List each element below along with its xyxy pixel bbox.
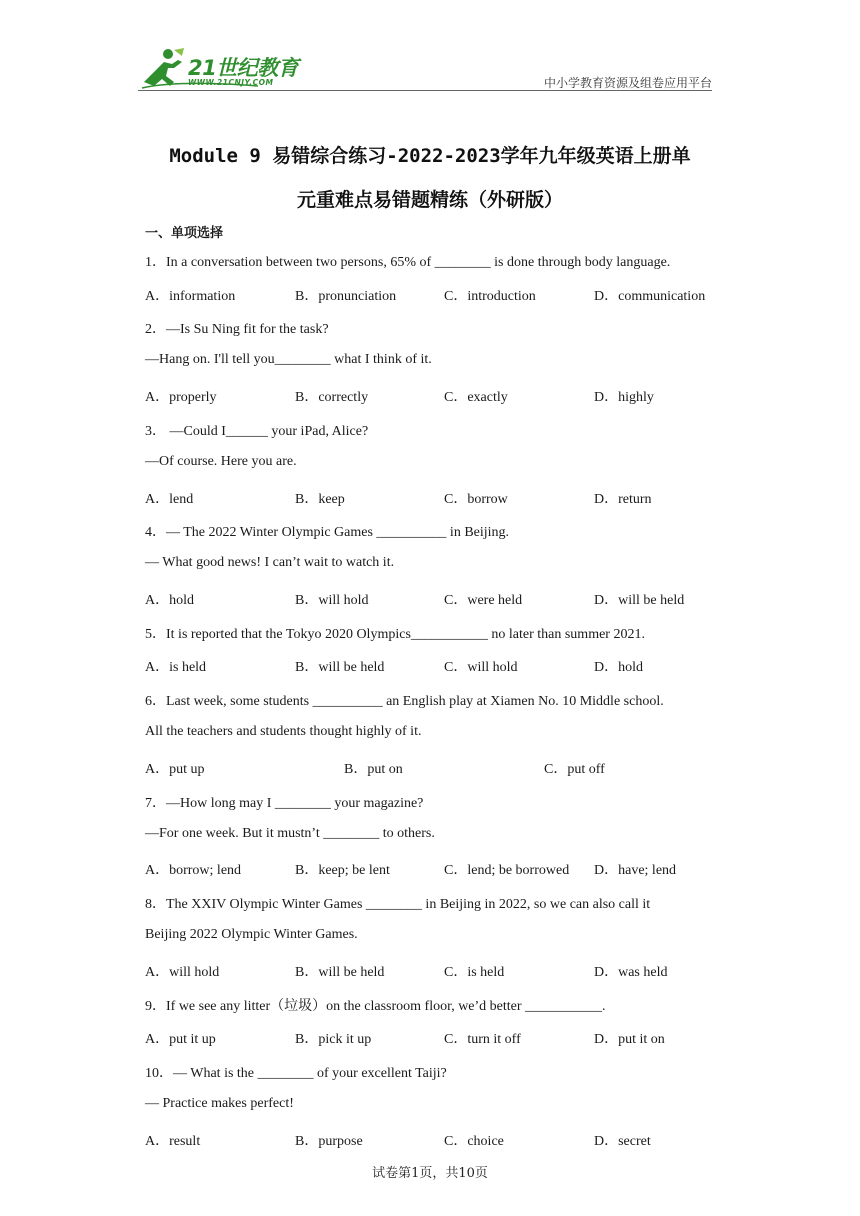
question-line: 6．Last week, some students __________ an English play at Xiamen No. 10 Middle school. [145,694,664,709]
option-a[interactable]: A．put up [145,762,205,777]
option-d[interactable]: D．hold [594,660,643,675]
option-a[interactable]: A．hold [145,593,194,608]
option-b[interactable]: B．correctly [295,390,369,405]
question-line: Beijing 2022 Olympic Winter Games. [145,927,358,942]
option-c[interactable]: C．will hold [444,660,518,675]
option-a[interactable]: A．put it up [145,1032,216,1047]
option-d[interactable]: D．was held [594,965,668,980]
logo-text: 21世纪教育 [188,56,299,80]
question-line: 4．— The 2022 Winter Olympic Games __________ in Beijing. [145,525,510,540]
option-c[interactable]: C．introduction [444,289,536,304]
option-c[interactable]: C．were held [444,593,523,608]
platform-label: 中小学教育资源及组卷应用平台 [543,76,712,90]
option-d[interactable]: D．highly [594,390,654,405]
option-b[interactable]: B．pronunciation [295,289,397,304]
option-b[interactable]: B．will be held [295,660,385,675]
option-c[interactable]: C．choice [444,1134,504,1149]
option-a[interactable]: A．will hold [145,965,220,980]
option-a[interactable]: A．properly [145,390,217,405]
option-b[interactable]: B．put on [344,762,403,777]
question-line: —Of course. Here you are. [145,454,297,469]
option-c[interactable]: C．put off [544,762,605,777]
question-line: 10．— What is the ________ of your excellent Taiji? [145,1066,447,1081]
option-c[interactable]: C．lend; be borrowed [444,863,570,878]
option-d[interactable]: D．have; lend [594,863,677,878]
question-line: —Hang on. I'll tell you________ what I think of it. [145,352,432,367]
option-d[interactable]: D．put it on [594,1032,665,1047]
option-b[interactable]: B．keep [295,492,345,507]
option-c[interactable]: C．is held [444,965,505,980]
question-line: 7．—How long may I ________ your magazine? [145,796,424,811]
option-b[interactable]: B．will hold [295,593,369,608]
option-c[interactable]: C．borrow [444,492,508,507]
header-divider [138,90,712,91]
question-line: 2．—Is Su Ning fit for the task? [145,322,329,337]
option-d[interactable]: D．will be held [594,593,685,608]
option-b[interactable]: B．pick it up [295,1032,372,1047]
option-b[interactable]: B．will be held [295,965,385,980]
option-a[interactable]: A．lend [145,492,194,507]
option-a[interactable]: A．information [145,289,236,304]
question-line: 1．In a conversation between two persons, 65% of ________ is done through body language. [145,255,671,270]
option-c[interactable]: C．exactly [444,390,508,405]
option-c[interactable]: C．turn it off [444,1032,521,1047]
question-line: All the teachers and students thought highly of it. [145,724,422,739]
page-footer: 试卷第1页，共10页 [372,1166,488,1181]
question-line: —For one week. But it mustn’t ________ to others. [145,826,435,841]
question-line: 3． —Could I______ your iPad, Alice? [145,424,369,439]
question-line: 5．It is reported that the Tokyo 2020 Olympics___________ no later than summer 2021. [145,627,645,642]
option-b[interactable]: B．keep; be lent [295,863,390,878]
option-a[interactable]: A．borrow; lend [145,863,242,878]
question-line: — Practice makes perfect! [145,1096,294,1111]
question-line: — What good news! I can’t wait to watch it. [145,555,395,570]
section-heading: 一、单项选择 [145,226,224,241]
option-d[interactable]: D．communication [594,289,706,304]
option-a[interactable]: A．result [145,1134,201,1149]
page-title-line2: 元重难点易错题精练（外研版） [296,189,563,211]
option-d[interactable]: D．secret [594,1134,651,1149]
logo-url: WWW.21CNJY.COM [188,78,274,87]
question-line: 9．If we see any litter（垃圾）on the classroom floor, we’d better ___________. [145,999,606,1014]
option-d[interactable]: D．return [594,492,652,507]
option-b[interactable]: B．purpose [295,1134,363,1149]
option-a[interactable]: A．is held [145,660,207,675]
page-title-line1: Module 9 易错综合练习-2022-2023学年九年级英语上册单 [169,145,691,167]
page-header [138,40,712,92]
question-line: 8．The XXIV Olympic Winter Games ________ in Beijing in 2022, so we can also call it [145,897,651,912]
